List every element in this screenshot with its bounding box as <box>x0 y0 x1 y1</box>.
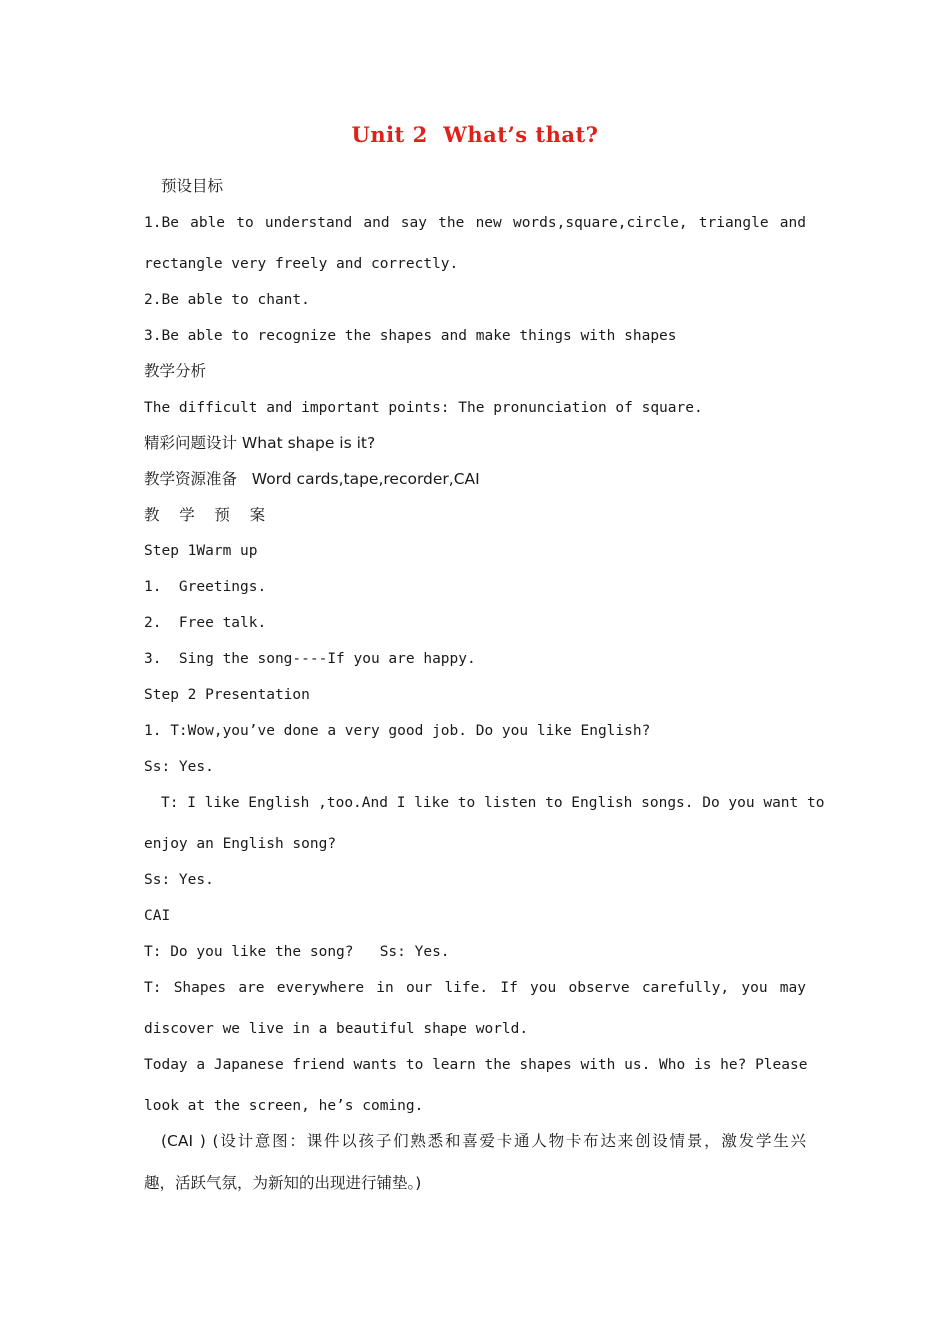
section-heading-plan: 教 学 预 案 <box>144 506 266 524</box>
dialogue-line: 1. T:Wow,you’ve done a very good job. Do you like English? <box>144 723 651 739</box>
step-2-heading: Step 2 Presentation <box>144 687 310 703</box>
goal-1-line-2: rectangle very freely and correctly. <box>144 256 459 272</box>
step-1-item-3: 3. Sing the song----If you are happy. <box>144 651 476 667</box>
dialogue-line: look at the screen, he’s coming. <box>144 1098 424 1114</box>
goal-3: 3.Be able to recognize the shapes and make things with shapes <box>144 328 677 344</box>
document-title: Unit 2 What’s that? <box>351 122 599 147</box>
goal-2: 2.Be able to chant. <box>144 292 310 308</box>
design-intent-line-2: 趣，活跃气氛，为新知的出现进行铺垫。) <box>144 1174 422 1192</box>
step-1-item-2: 2. Free talk. <box>144 615 267 631</box>
section-heading-goals: 预设目标 <box>161 177 224 195</box>
step-1-item-1: 1. Greetings. <box>144 579 267 595</box>
question-design: 精彩问题设计 What shape is it? <box>144 434 376 452</box>
dialogue-line: Ss: Yes. <box>144 872 214 888</box>
dialogue-line: CAI <box>144 908 171 924</box>
section-heading-analysis: 教学分析 <box>144 362 207 380</box>
step-1-heading: Step 1Warm up <box>144 543 258 559</box>
dialogue-line: T: Shapes are everywhere in our life. If you observe carefully, you may <box>144 980 806 996</box>
dialogue-line: enjoy an English song? <box>144 836 337 852</box>
dialogue-line: discover we live in a beautiful shape world. <box>144 1021 529 1037</box>
dialogue-line: Ss: Yes. <box>144 759 214 775</box>
analysis-text: The difficult and important points: The pronunciation of square. <box>144 400 703 416</box>
dialogue-line: Today a Japanese friend wants to learn the shapes with us. Who is he? Please <box>144 1057 808 1073</box>
resource-prep: 教学资源准备 Word cards,tape,recorder,CAI <box>144 470 480 488</box>
dialogue-line: T: Do you like the song? Ss: Yes. <box>144 944 450 960</box>
design-intent-line-1: (CAI ) (设计意图：课件以孩子们熟悉和喜爱卡通人物卡布达来创设情景，激发学生兴 <box>161 1132 806 1150</box>
dialogue-line: T: I like English ,too.And I like to listen to English songs. Do you want to <box>161 795 825 811</box>
goal-1-line-1: 1.Be able to understand and say the new words,square,circle, triangle and <box>144 215 806 231</box>
